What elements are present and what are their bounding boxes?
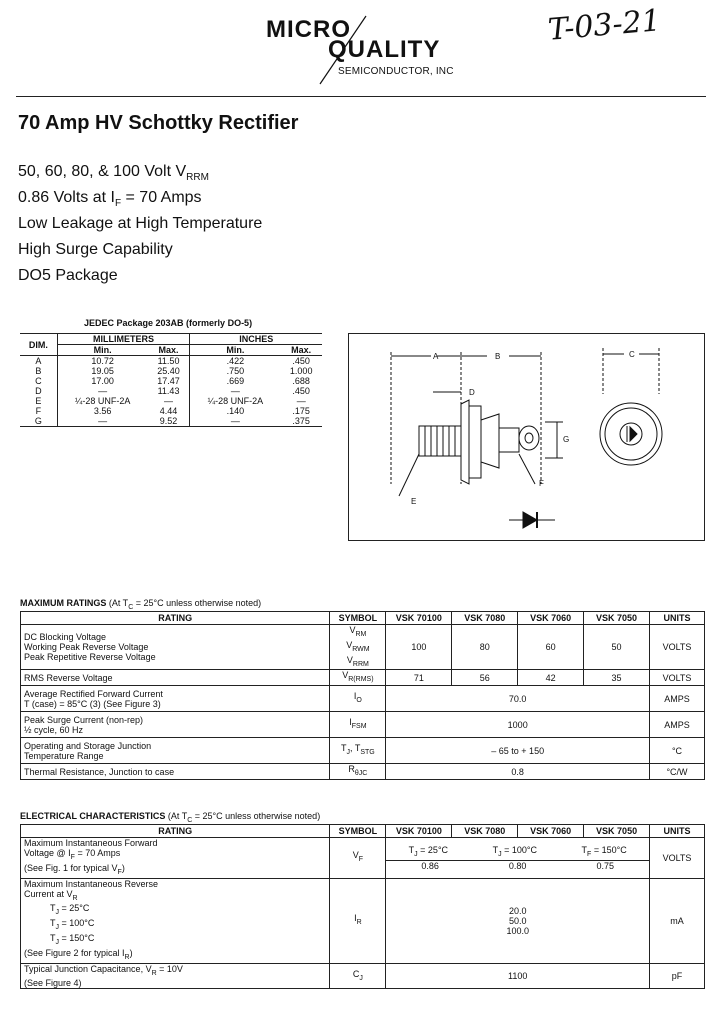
table-row: Maximum Instantaneous Reverse Current at $V_R$ $T_J = 25^\circ C$ $T_J = 100^\circ C$ $T_J = 150^\circ C$ (See Figure 2 for typical $I_R$) $I_R$ 20.0 50.0 100.0 mA [21,878,705,963]
logo-semiconductor: SEMICONDUCTOR, INC [338,66,454,77]
table-row: C 17.00 17.47 .669 .688 [35,376,310,386]
col-units: UNITS [650,825,705,838]
table-row: Maximum Instantaneous Forward Voltage @ $I_F = 70$ Amps (See Fig. 1 for typical $V_F$) $V_F$ $T_J = 25^\circ C$ $T_J = 100^\circ C$ $T_F = 150^\circ C$ 0.86 0.80 0.75 VOLTS [21,838,705,879]
table-row: RMS Reverse Voltage $V_{R(RMS)}$ 71 56 42 35 VOLTS [21,670,705,686]
in-max-header: Max. [280,345,322,356]
dimensions-table [20,333,322,427]
mm-max-header: Max. [148,345,190,356]
in-header: INCHES [190,334,322,345]
table-row: Typical Junction Capacitance, $V_R = 10V$ (See Figure 4) $C_J$ 1100 pF [21,963,705,989]
table-row: A 10.72 11.50 .422 .450 [35,356,310,366]
drawing-label-b: B [495,352,501,361]
drawing-label-c: C [629,350,635,359]
col-vsk7060: VSK 7060 [518,612,584,625]
drawing-label-f: F [539,479,544,488]
elec-char-table [20,824,705,989]
col-vsk70100: VSK 70100 [386,612,452,625]
col-vsk7060: VSK 7060 [518,825,584,838]
max-ratings-title: MAXIMUM RATINGS (At $T_C = 25^\circ C$ unless otherwise noted) [20,598,262,611]
table-row: E ¼-28 UNF-2A — ¼-28 UNF-2A — [35,396,306,406]
table-row: F 3.56 4.44 .140 .175 [35,406,310,416]
col-rating: RATING [21,825,330,838]
handwritten-note: T-03-21 [546,3,663,48]
table-row: Operating and Storage Junction Temperature Range $T_J$, $T_{STG}$ – 65 to + 150 °C [21,738,705,764]
col-symbol: SYMBOL [330,612,386,625]
col-vsk7050: VSK 7050 [584,825,650,838]
drawing-label-a: A [433,352,439,361]
col-symbol: SYMBOL [330,825,386,838]
table-row: D — 11.43 — .450 [35,386,310,396]
page-title: 70 Amp HV Schottky Rectifier [18,112,299,134]
col-units: UNITS [650,612,705,625]
header-divider [16,96,706,97]
drawing-label-d: D [469,388,475,397]
feature-voltage: 50, 60, 80, & 100 Volt $V_{RRM}$ [18,163,209,184]
feature-surge: High Surge Capability [18,241,173,258]
in-min-header: Min. [190,345,280,356]
logo-quality: QUALITY [328,36,441,63]
col-rating: RATING [21,612,330,625]
col-vsk7080: VSK 7080 [452,612,518,625]
col-vsk7050: VSK 7050 [584,612,650,625]
feature-package: DO5 Package [18,267,118,284]
mm-min-header: Min. [57,345,147,356]
table-row: G — 9.52 — .375 [20,416,322,427]
logo-slash-icon [318,14,368,86]
elec-char-title: ELECTRICAL CHARACTERISTICS (At $T_C = 25^\circ C$ unless otherwise noted) [20,811,321,824]
feature-forward: 0.86 Volts at $I_F = 70$ Amps [18,189,202,210]
table-row: Average Rectified Forward Current T (case) = 85°C (3) (See Figure 3) $I_O$ 70.0 AMPS [21,686,705,712]
table-row: DC Blocking Voltage Working Peak Reverse Voltage Peak Repetitive Reverse Voltage $V_{RM}$ $V_{RWM}$ $V_{RRM}$ 100 80 60 50 VOLTS [21,625,705,670]
dim-caption: JEDEC Package 203AB (formerly DO-5) [84,318,253,328]
mm-header: MILLIMETERS [57,334,190,345]
drawing-label-e: E [411,497,417,506]
table-row: Thermal Resistance, Junction to case $R_{\theta JC}$ 0.8 °C/W [21,764,705,780]
table-row: B 19.05 25.40 .750 1.000 [35,366,313,376]
table-row: Peak Surge Current (non-rep) ½ cycle, 60 Hz $I_{FSM}$ 1000 AMPS [21,712,705,738]
feature-leakage: Low Leakage at High Temperature [18,215,263,232]
col-vsk7080: VSK 7080 [452,825,518,838]
dim-header: DIM. [20,334,57,356]
package-drawing [348,333,705,541]
drawing-label-g: G [563,435,570,444]
col-vsk70100: VSK 70100 [386,825,452,838]
logo-micro: MICRO [266,16,351,43]
max-ratings-table [20,611,705,780]
